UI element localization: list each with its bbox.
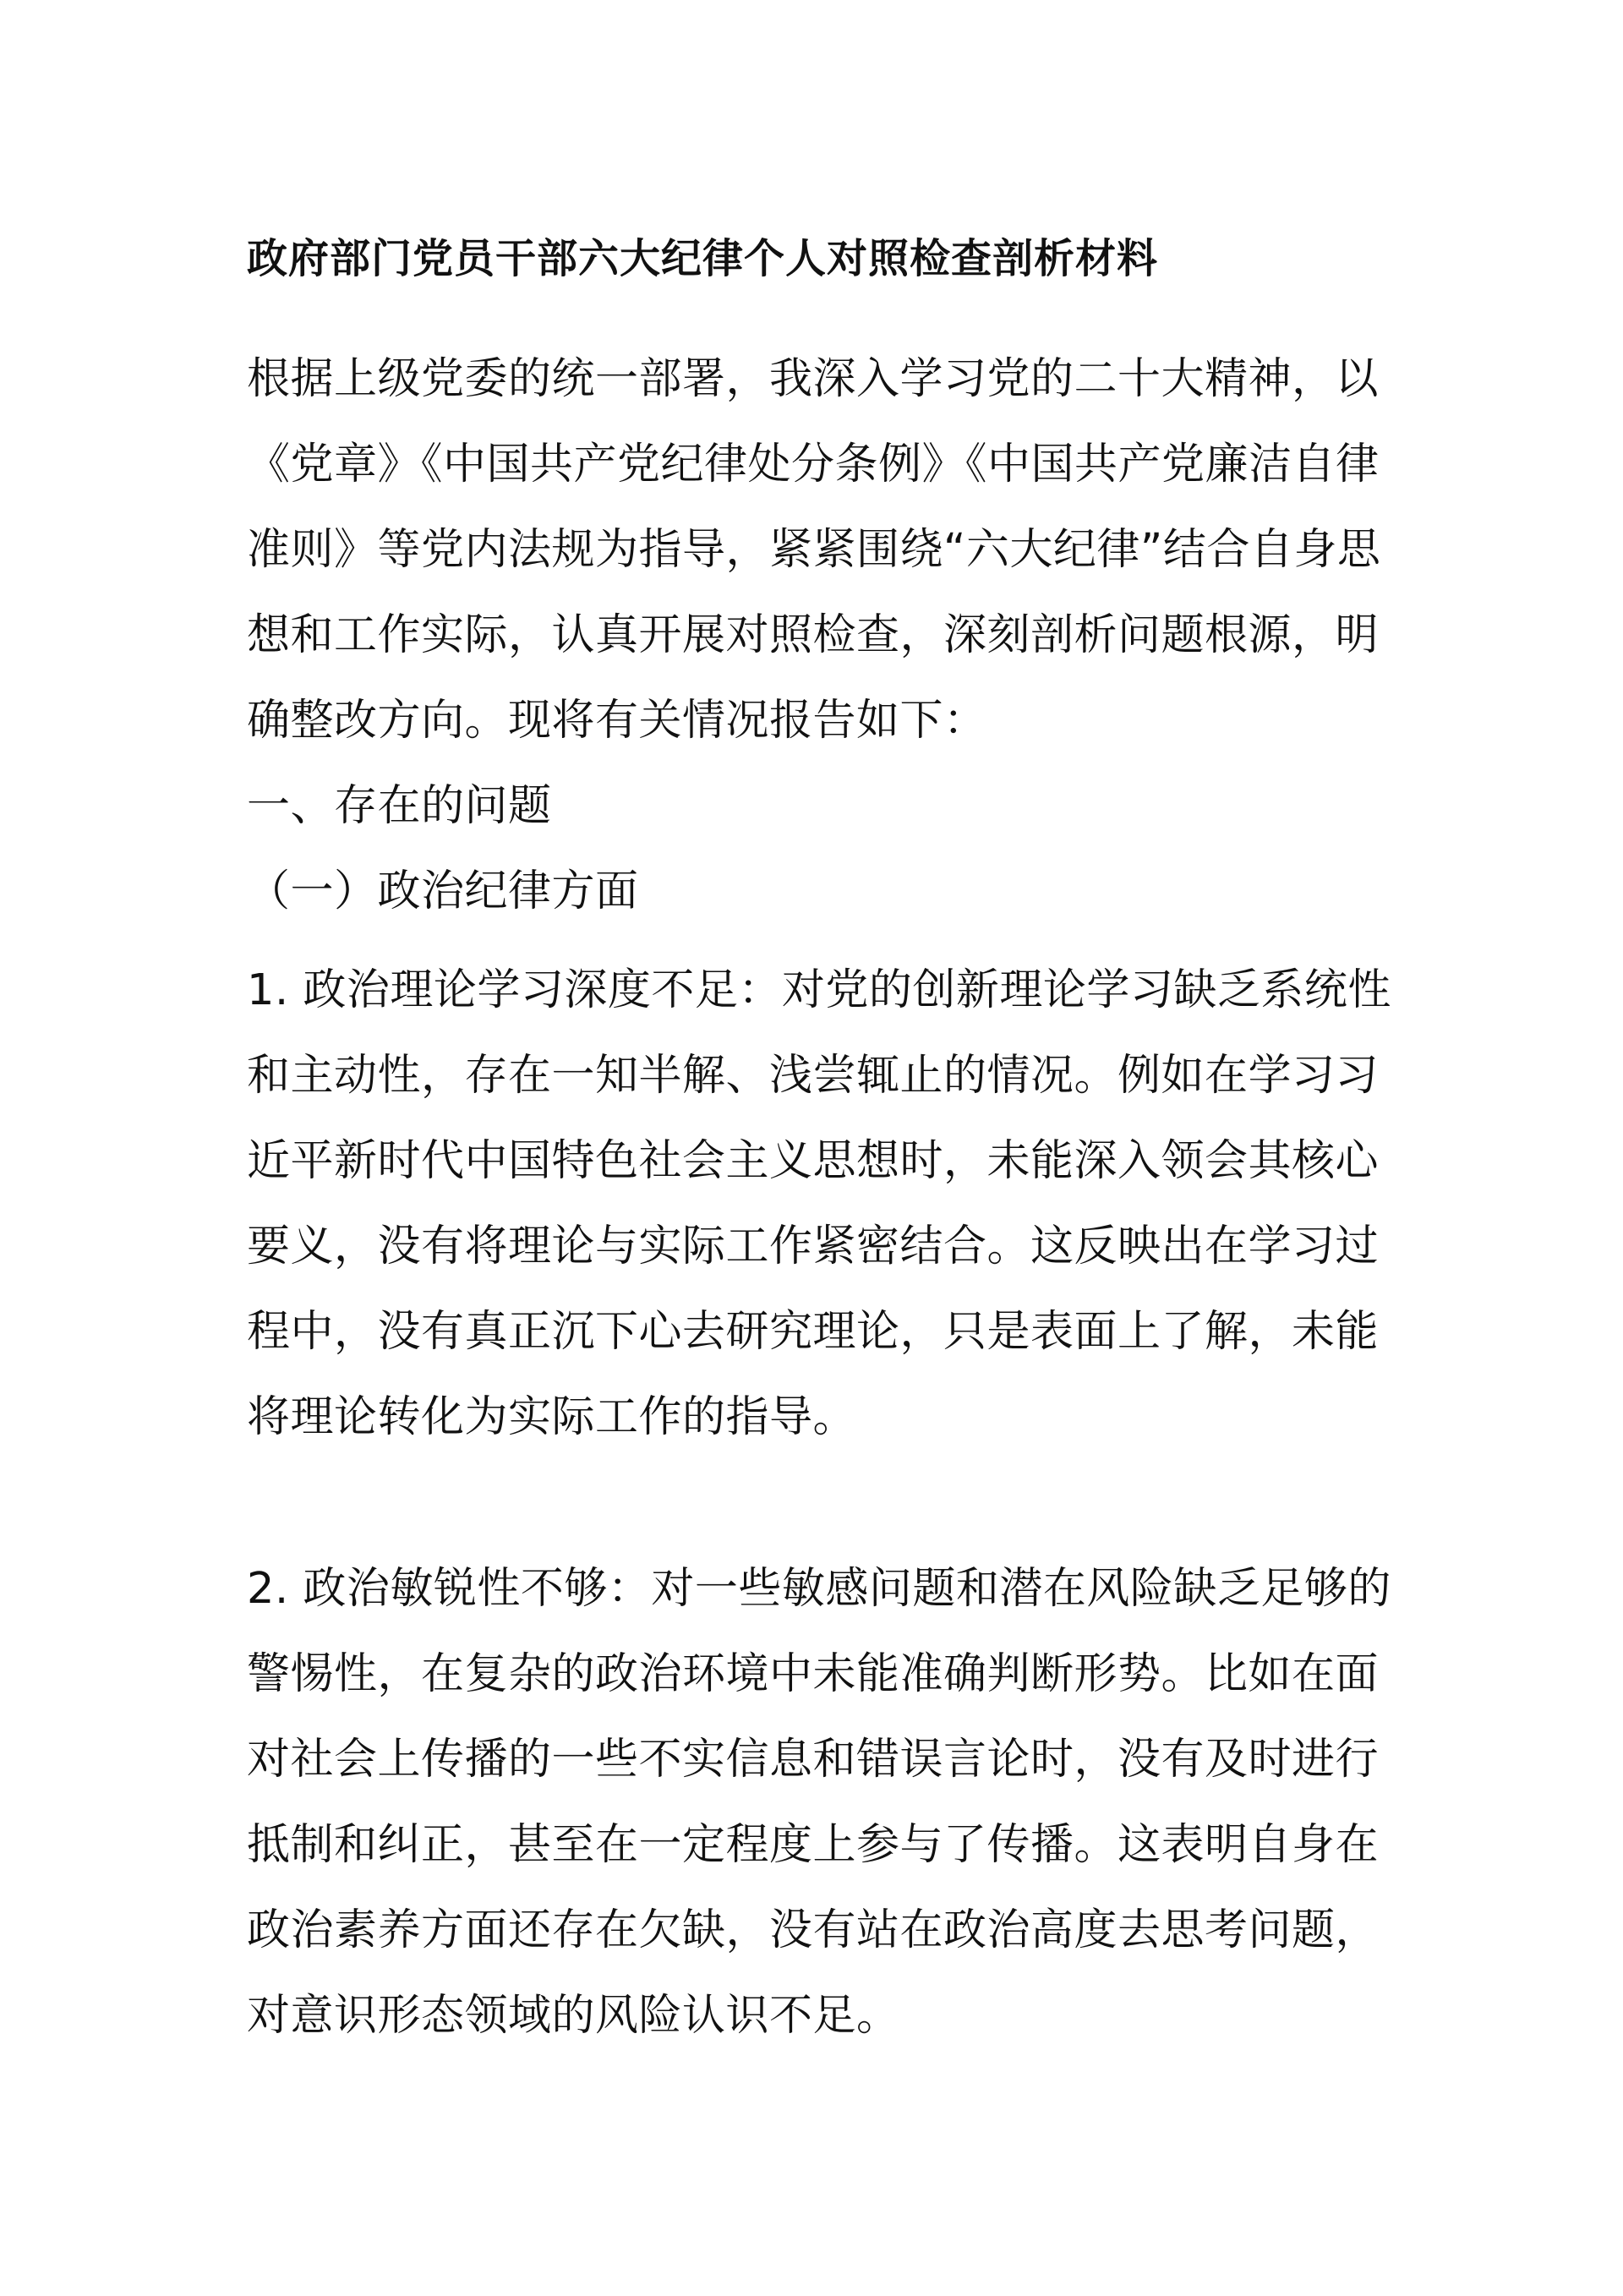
document-page bbox=[247, 228, 1396, 2058]
section-heading: 一、存在的问题 bbox=[247, 781, 552, 831]
document-title: 政府部门党员干部六大纪律个人对照检查剖析材料 bbox=[247, 235, 1159, 282]
issue-item-2: 2. 政治敏锐性不够：对一些敏感问题和潜在风险缺乏足够的警惕性，在复杂的政治环境中未能准确判断形势。比如在面对社会上传播的一些不实信息和错误言论时，没有及时进行抵制和纠正，甚至在一定程度上参与了传播。这表明自身在政治素养方面还存在欠缺，没有站在政治高度去思考问题，对意识形态领域的风险认识不足。 bbox=[247, 1564, 1391, 2041]
subsection-heading: （一）政治纪律方面 bbox=[247, 866, 639, 916]
issue-item-1: 1. 政治理论学习深度不足：对党的创新理论学习缺乏系统性和主动性，存在一知半解、浅尝辄止的情况。例如在学习习近平新时代中国特色社会主义思想时，未能深入领会其核心要义，没有将理论与实际工作紧密结合。这反映出在学习过程中，没有真正沉下心去研究理论，只是表面上了解，未能将理论转化为实际工作的指导。 bbox=[247, 965, 1391, 1442]
intro-paragraph: 根据上级党委的统一部署，我深入学习党的二十大精神，以《党章》《中国共产党纪律处分条例》《中国共产党廉洁自律准则》等党内法规为指导，紧紧围绕“六大纪律”结合自身思想和工作实际，认真开展对照检查，深刻剖析问题根源，明确整改方向。现将有关情况报告如下： bbox=[247, 354, 1381, 746]
paragraph-spacer bbox=[247, 1460, 1396, 1546]
